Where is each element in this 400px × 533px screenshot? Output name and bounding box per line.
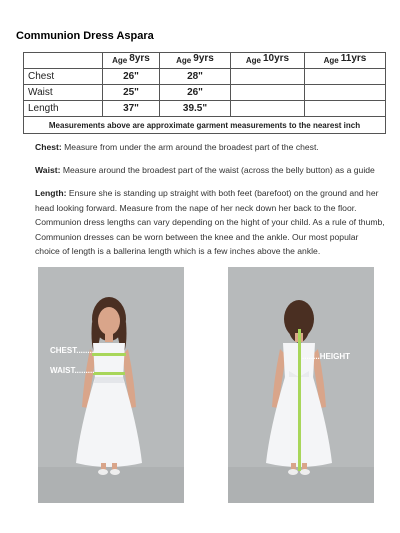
table-row [24, 69, 386, 85]
row-label-length: Length [24, 101, 103, 117]
table-cell: 37" [103, 101, 160, 117]
size-table [23, 52, 386, 134]
table-cell: 28" [160, 69, 231, 85]
age-header-11: Age 11yrs [305, 53, 386, 69]
height-label: ........HEIGHT [302, 352, 351, 361]
length-guide [35, 186, 385, 259]
waist-guide [35, 163, 385, 178]
measurement-note: Measurements above are approximate garment measurements to the nearest inch [24, 117, 386, 134]
waist-guide-label: Waist: [35, 165, 61, 175]
chest-label: CHEST........ [50, 346, 95, 355]
table-cell: 26" [160, 85, 231, 101]
back-view-illustration [228, 267, 374, 503]
back-view-photo [228, 267, 374, 503]
table-cell: 25" [103, 85, 160, 101]
age-header-8: Age 8yrs [103, 53, 160, 69]
length-guide-label: Length: [35, 188, 67, 198]
waist-guide-text: Measure around the broadest part of the waist (across the belly button) as a guide [60, 165, 375, 175]
table-cell [305, 101, 386, 117]
row-label-chest: Chest [24, 69, 103, 85]
table-cell [305, 85, 386, 101]
table-note-row [24, 117, 386, 134]
table-cell: 26" [103, 69, 160, 85]
length-guide-text: Ensure she is standing up straight with both feet (barefoot) on the ground and her head looking forward. Measure from the nape of her neck down her back to the floor. Communion dress lengths can vary depending on the hight of your child. As a rule of thumb, Communion dresses can be worn between the knee and the ankle. Our most popular choice of length is a ballerina length which is a few inches above the ankle. [35, 188, 385, 256]
table-row [24, 101, 386, 117]
waist-measure-line [93, 372, 125, 375]
chest-measure-line [92, 353, 126, 356]
front-view-photo [38, 267, 184, 503]
chest-guide-text: Measure from under the arm around the broadest part of the chest. [61, 142, 319, 152]
row-label-waist: Waist [24, 85, 103, 101]
page-title: Communion Dress Aspara [16, 30, 154, 42]
size-table-header [24, 53, 386, 69]
height-measure-line [298, 329, 301, 471]
age-header-9: Age 9yrs [160, 53, 231, 69]
chest-guide-label: Chest: [35, 142, 62, 152]
waist-label: WAIST......... [50, 366, 95, 375]
header-blank-cell [24, 53, 103, 69]
table-cell [231, 101, 305, 117]
age-header-10: Age 10yrs [231, 53, 305, 69]
table-cell [231, 85, 305, 101]
table-cell [305, 69, 386, 85]
chest-guide [35, 140, 385, 155]
table-cell: 39.5" [160, 101, 231, 117]
front-view-illustration [38, 267, 184, 503]
table-cell [231, 69, 305, 85]
table-row [24, 85, 386, 101]
